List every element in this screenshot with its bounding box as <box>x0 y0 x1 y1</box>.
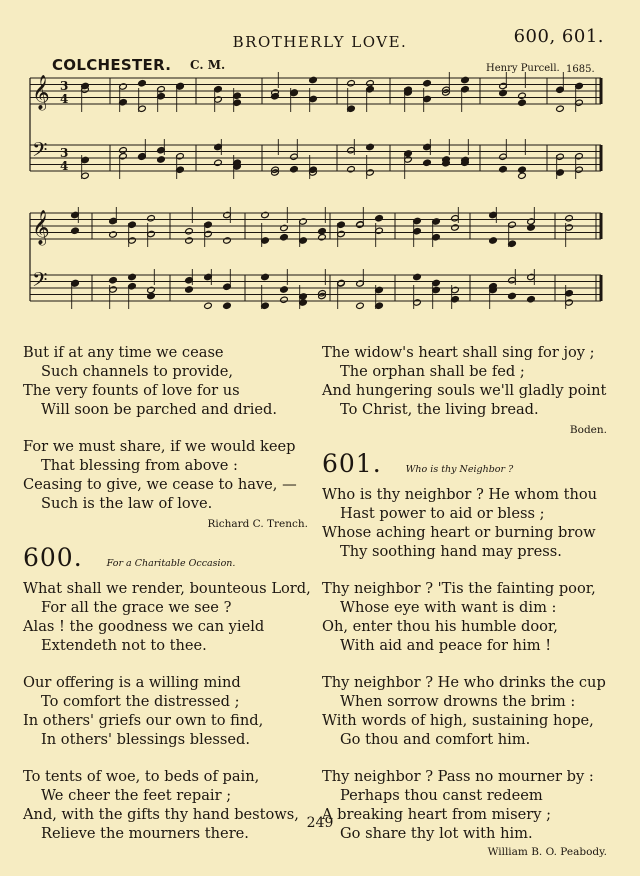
verse-line: Perhaps thou canst redeem <box>340 787 543 804</box>
left-column <box>23 343 311 861</box>
hymn-number: 600. <box>23 543 83 572</box>
note-head <box>375 215 384 222</box>
note-head <box>518 99 527 106</box>
note-head <box>223 302 232 309</box>
note-head <box>185 237 194 244</box>
note-head <box>356 302 365 309</box>
verse-line: A breaking heart from misery ; <box>322 806 551 823</box>
note-head <box>147 292 156 299</box>
verse-line: With aid and peace for him ! <box>340 637 552 654</box>
note-head <box>423 80 432 87</box>
note-head <box>556 105 565 112</box>
verse-line: That blessing from above : <box>41 457 238 474</box>
note-head <box>347 80 356 87</box>
stanza <box>23 673 308 749</box>
note-head <box>527 224 536 231</box>
verse-line: Such channels to provide, <box>41 363 234 380</box>
verse-line: For we must share, if we would keep <box>23 438 296 455</box>
note-head <box>451 224 460 231</box>
verse-line: For all the grace we see ? <box>41 599 232 616</box>
note-head <box>280 296 289 303</box>
note-head <box>518 166 527 173</box>
tune-meter: C. M. <box>190 58 226 72</box>
hymn-heading <box>322 449 607 479</box>
verse-line: Whose eye with want is dim : <box>340 599 557 616</box>
verse-line: Who is thy neighbor ? He whom thou <box>322 486 598 503</box>
note-head <box>508 292 517 299</box>
page-header-title: BROTHERLY LOVE. <box>232 33 408 51</box>
stanza <box>322 673 607 749</box>
note-head <box>261 273 270 280</box>
verse-line: With words of high, sustaining hope, <box>322 712 594 729</box>
note-head <box>290 166 299 173</box>
note-head <box>461 76 470 83</box>
note-head <box>204 302 213 309</box>
tune-composer: Henry Purcell. <box>486 63 560 74</box>
verse-line: Our offering is a willing mind <box>23 674 241 691</box>
treble-clef: 𝄞 <box>32 210 50 245</box>
verse-line: Will soon be parched and dried. <box>41 401 277 418</box>
note-head <box>147 286 156 293</box>
time-signature-bottom: 4 <box>60 159 69 173</box>
note-head <box>261 211 270 218</box>
time-signature-top: 3 <box>60 146 69 160</box>
verse-line: Go share thy lot with him. <box>340 825 533 842</box>
verse-line: Ceasing to give, we cease to have, — <box>23 476 297 493</box>
note-head <box>71 227 80 234</box>
tune-year: 1685. <box>566 64 595 75</box>
verse-line: But if at any time we cease <box>23 344 224 361</box>
note-head <box>223 237 232 244</box>
note-head <box>157 156 166 163</box>
attribution: Boden. <box>569 424 607 436</box>
verse-line: When sorrow drowns the brim : <box>340 693 576 710</box>
hymn-title: Who is thy Neighbor ? <box>405 464 514 475</box>
note-head <box>489 237 498 244</box>
note-head <box>109 277 118 284</box>
note-head <box>347 166 356 173</box>
note-head <box>280 234 289 241</box>
attribution: William B. O. Peabody. <box>487 846 607 858</box>
verse-line: Thy neighbor ? Pass no mourner by : <box>322 768 594 785</box>
note-head <box>138 80 147 87</box>
verse-line: What shall we render, bounteous Lord, <box>23 580 311 597</box>
treble-clef: 𝄞 <box>32 75 50 110</box>
tune-name: COLCHESTER. <box>52 56 172 74</box>
note-head <box>318 228 327 235</box>
note-head <box>518 92 527 99</box>
stanza <box>23 767 308 843</box>
note-head <box>413 273 422 280</box>
verse-line: In others' blessings blessed. <box>41 731 251 748</box>
note-head <box>147 215 156 222</box>
verse-line: Extendeth not to thee. <box>41 637 207 654</box>
verse-line: Thy soothing hand may press. <box>340 543 562 560</box>
verse-line: To comfort the distressed ; <box>41 693 240 710</box>
hymn-heading <box>23 543 308 573</box>
verse-line: The widow's heart shall sing for joy ; <box>322 344 595 361</box>
stanza <box>322 343 607 419</box>
verse-line: Hast power to aid or bless ; <box>340 505 545 522</box>
hymn-number: 601. <box>322 449 382 478</box>
verse-line: Go thou and comfort him. <box>340 731 531 748</box>
bass-clef: 𝄢 <box>32 138 48 166</box>
note-head <box>499 166 508 173</box>
note-head <box>366 143 375 150</box>
note-head <box>128 273 137 280</box>
verse-line: To tents of woe, to beds of pain, <box>23 768 260 785</box>
verse-line: Thy neighbor ? He who drinks the cup <box>322 674 606 691</box>
note-head <box>309 76 318 83</box>
stanza <box>322 767 607 843</box>
note-head <box>185 228 194 235</box>
note-head <box>527 296 536 303</box>
page-header-hymn-numbers: 600, 601. <box>513 26 604 47</box>
note-head <box>318 234 327 241</box>
verse-line: The orphan shall be fed ; <box>340 363 525 380</box>
verse-line: The very founts of love for us <box>23 382 240 399</box>
verse-line: Alas ! the goodness we can yield <box>23 618 265 635</box>
verse-line: And hungering souls we'll gladly point <box>322 382 607 399</box>
page-number: 249 <box>306 815 334 831</box>
hymn-title: For a Charitable Occasion. <box>106 558 236 569</box>
note-head <box>119 147 128 154</box>
attribution: Richard C. Trench. <box>207 518 308 530</box>
note-head <box>280 286 289 293</box>
time-signature-bottom: 4 <box>60 92 69 106</box>
stanza <box>23 343 308 419</box>
verse-line: In others' griefs our own to find, <box>23 712 264 729</box>
verse-line: Thy neighbor ? 'Tis the fainting poor, <box>322 580 596 597</box>
verse-line: Relieve the mourners there. <box>41 825 249 842</box>
music-score <box>0 0 640 340</box>
bass-clef: 𝄢 <box>32 268 48 296</box>
note-head <box>109 231 118 238</box>
stanza <box>322 579 607 655</box>
note-head <box>366 80 375 87</box>
note-head <box>185 286 194 293</box>
verse-line: To Christ, the living bread. <box>340 401 539 418</box>
stanza <box>23 579 311 655</box>
stanza <box>23 437 308 513</box>
note-head <box>280 224 289 231</box>
stanza <box>322 485 607 561</box>
note-head <box>499 89 508 96</box>
verse-line: Oh, enter thou his humble door, <box>322 618 558 635</box>
verse-line: Whose aching heart or burning brow <box>322 524 596 541</box>
verse-line: And, with the gifts thy hand bestows, <box>23 806 299 823</box>
verse-line: Such is the law of love. <box>41 495 213 512</box>
right-column <box>322 343 607 876</box>
note-head <box>423 159 432 166</box>
time-signature-top: 3 <box>60 79 69 93</box>
note-head <box>214 159 223 166</box>
note-head <box>518 172 527 179</box>
note-head <box>565 215 574 222</box>
verse-line: We cheer the feet repair ; <box>41 787 232 804</box>
